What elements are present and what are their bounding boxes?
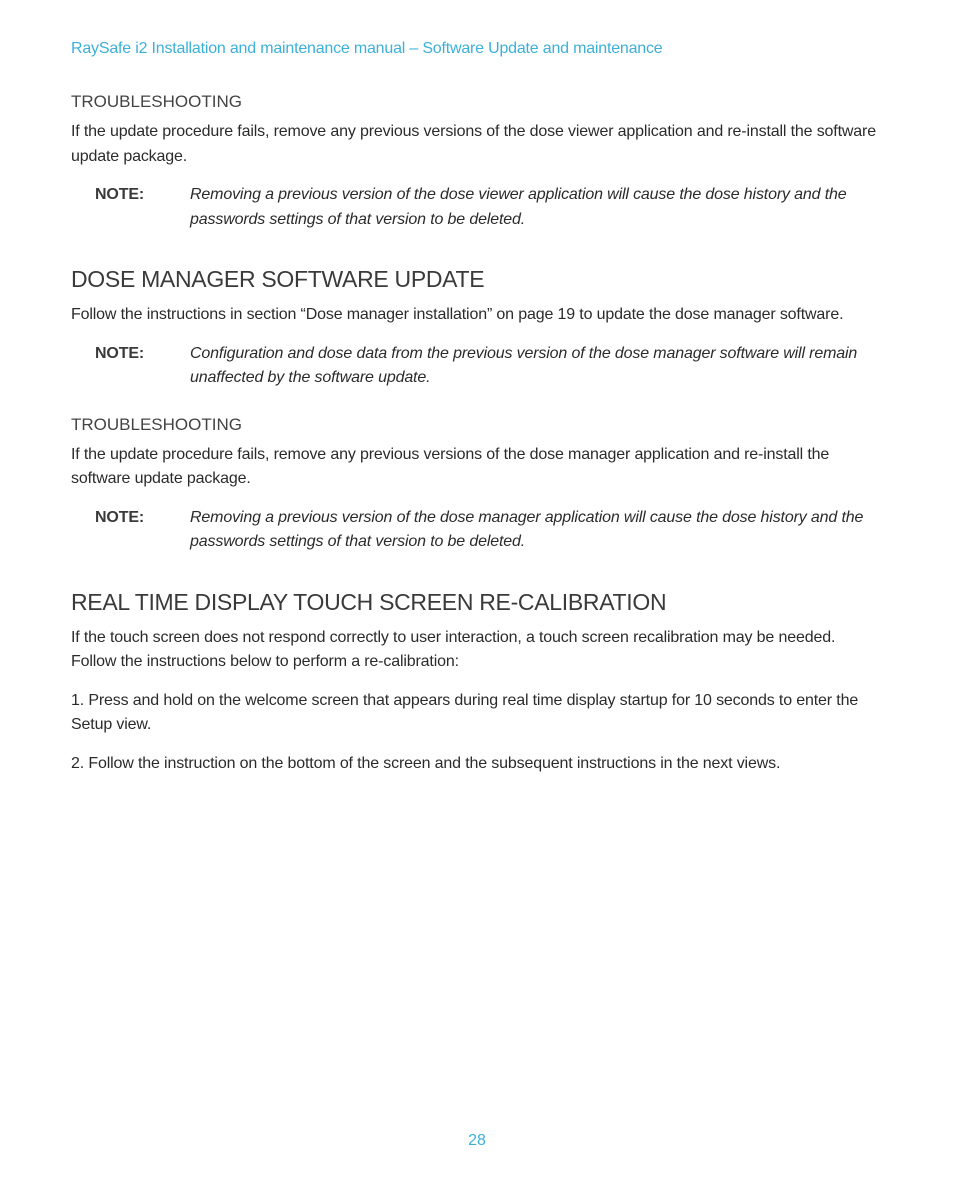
dose-manager-update-body: Follow the instructions in section “Dose manager installation” on page 19 to update the dose manager software.	[71, 306, 844, 323]
dose-manager-update-heading: DOSE MANAGER SOFTWARE UPDATE	[71, 266, 485, 292]
running-header: RaySafe i2 Installation and maintenance manual – Software Update and maintenance	[71, 40, 663, 57]
recalibration-step-2: 2. Follow the instruction on the bottom of the screen and the subsequent instructions in the next views.	[71, 754, 781, 772]
recalibration-step-1: 1. Press and hold on the welcome screen that appears during real time display startup for 10 seconds to enter the Setup view.	[71, 691, 859, 733]
note-block-2	[95, 342, 883, 391]
note-text: Removing a previous version of the dose viewer application will cause the dose history and the passwords settings of that version to be deleted.	[190, 186, 847, 228]
troubleshooting-body-2: If the update procedure fails, remove any previous versions of the dose manager application and re-install the software update package.	[71, 445, 830, 487]
page-number: 28	[468, 1132, 486, 1149]
note-label: NOTE:	[95, 508, 145, 526]
note-text: Removing a previous version of the dose manager application will cause the dose history and the passwords settings of that version to be deleted.	[190, 508, 864, 550]
note-block-3	[95, 506, 883, 555]
troubleshooting-heading-1: TROUBLESHOOTING	[71, 92, 242, 111]
troubleshooting-heading-2: TROUBLESHOOTING	[71, 414, 242, 434]
note-label: NOTE:	[95, 344, 145, 362]
recalibration-heading: REAL TIME DISPLAY TOUCH SCREEN RE-CALIBRATION	[71, 588, 667, 615]
note-text: Configuration and dose data from the previous version of the dose manager software will remain unaffected by the software update.	[190, 344, 858, 386]
note-label: NOTE:	[95, 186, 145, 203]
recalibration-intro: If the touch screen does not respond correctly to user interaction, a touch screen recalibration may be needed. Follow the instructions below to perform a re-calibration:	[71, 628, 836, 670]
note-block-1	[95, 183, 883, 232]
troubleshooting-body-1: If the update procedure fails, remove any previous versions of the dose viewer application and re-install the software update package.	[71, 123, 876, 165]
page-content	[71, 92, 883, 790]
